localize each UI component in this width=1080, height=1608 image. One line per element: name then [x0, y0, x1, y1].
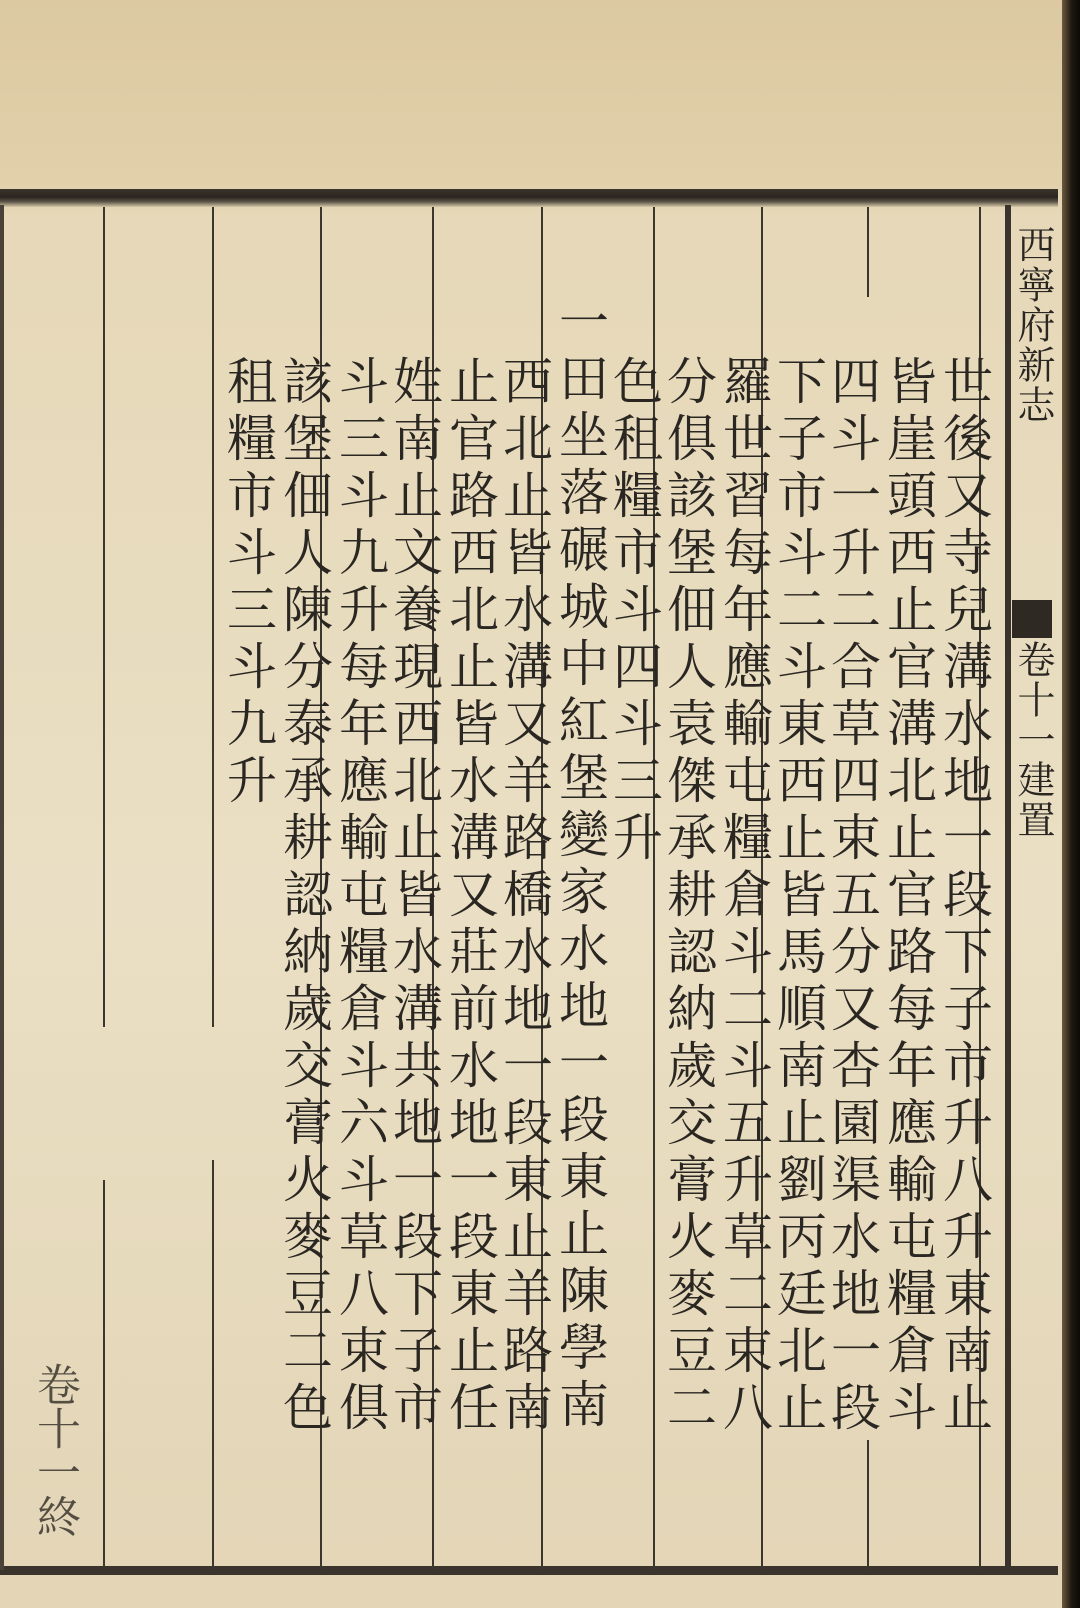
text-column-8: 一田坐落碾城中紅堡變家水地一段東止陳學南 [551, 295, 609, 1435]
margin-book-title: 西寧府新志 [1011, 225, 1055, 425]
text-column-11: 姓南止文養現西北止皆水溝共地一段下子市 [385, 355, 443, 1438]
binding-edge [1062, 0, 1080, 1608]
text-column-13: 該堡佃人陳分泰承耕認納歲交膏火麥豆二色 [275, 355, 333, 1438]
margin-volume-label: 卷十一建置 [1011, 640, 1055, 840]
text-column-1: 世後又寺兒溝水地一段下子市升八升東南止 [935, 355, 993, 1438]
volume-end-mark: 卷十一終 [29, 1362, 80, 1538]
text-column-5: 羅世習每年應輸屯糧倉斗二斗五升草二束八 [715, 355, 773, 1438]
text-column-14: 租糧市斗三斗九升 [219, 355, 277, 811]
column-rule [867, 207, 869, 297]
text-column-4: 下子市斗二斗東西止皆馬順南止劉丙廷北止 [769, 355, 827, 1438]
column-rule [103, 207, 105, 1027]
text-column-3: 四斗一升二合草四束五分又杏園渠水地一段 [823, 355, 881, 1438]
column-rule [212, 1160, 214, 1570]
text-column-9: 西北止皆水溝又羊路橋水地一段東止羊路南 [495, 355, 553, 1438]
fish-tail-mark [1012, 600, 1052, 638]
column-rule [212, 207, 214, 1027]
text-column-12: 斗三斗九升每年應輸屯糧倉斗六斗草八束俱 [331, 355, 389, 1438]
top-border-rule [0, 189, 1058, 207]
text-column-7: 色租糧市斗四斗三升 [605, 355, 663, 868]
column-rule [103, 1180, 105, 1570]
text-column-2: 皆崖頭西止官溝北止官路每年應輸屯糧倉斗 [879, 355, 937, 1438]
text-column-6: 分俱該堡佃人袁傑承耕認納歲交膏火麥豆二 [659, 355, 717, 1438]
text-column-10: 止官路西北止皆水溝又莊前水地一段東止任 [441, 355, 499, 1438]
left-border-rule [0, 205, 4, 1570]
